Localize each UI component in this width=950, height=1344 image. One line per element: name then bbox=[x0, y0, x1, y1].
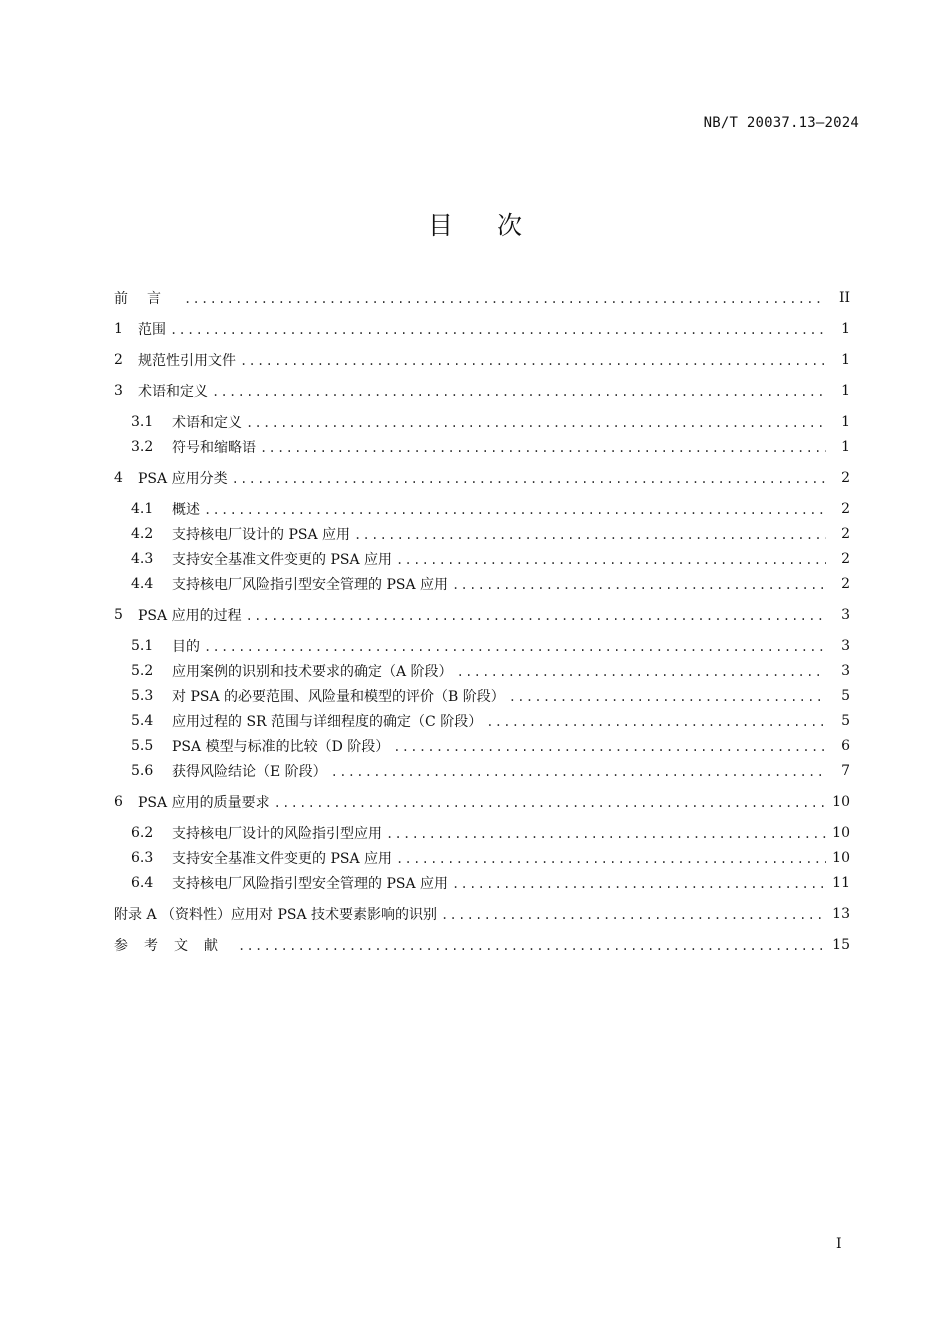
toc-dot-leader bbox=[246, 416, 826, 430]
toc-page-number: 1 bbox=[841, 383, 850, 399]
toc-number: 2 bbox=[114, 352, 123, 368]
toc-number: 4.4 bbox=[131, 576, 154, 592]
toc-dot-leader bbox=[486, 715, 826, 729]
toc-subsection-row[interactable] bbox=[131, 548, 850, 570]
toc-page-number: 3 bbox=[841, 638, 850, 654]
toc-page-number: II bbox=[838, 290, 850, 306]
toc-number: 5.2 bbox=[131, 663, 154, 679]
toc-subsection-row[interactable] bbox=[131, 760, 850, 782]
toc-subsection-row[interactable] bbox=[131, 847, 850, 869]
toc-dot-leader bbox=[331, 765, 826, 779]
toc-page-number: 2 bbox=[841, 526, 850, 542]
toc-label: 附录 A （资料性）应用对 PSA 技术要素影响的识别 bbox=[114, 907, 438, 923]
toc-dot-leader bbox=[274, 796, 826, 810]
toc-number: 1 bbox=[114, 321, 123, 337]
toc-label: 规范性引用文件 bbox=[138, 353, 236, 369]
toc-label: 支持核电厂设计的风险指引型应用 bbox=[172, 826, 382, 842]
toc-label: 支持核电厂风险指引型安全管理的 PSA 应用 bbox=[172, 577, 449, 593]
toc-page-number: 1 bbox=[841, 352, 850, 368]
toc-label: PSA 应用分类 bbox=[138, 471, 228, 487]
toc-dot-leader bbox=[396, 852, 826, 866]
toc-dot-leader bbox=[204, 503, 826, 517]
toc-dot-leader bbox=[212, 385, 826, 399]
toc-page-number: 10 bbox=[832, 825, 850, 841]
toc-page-number: 2 bbox=[841, 551, 850, 567]
toc-page-number: 7 bbox=[841, 763, 850, 779]
toc-label: 支持安全基准文件变更的 PSA 应用 bbox=[172, 552, 393, 568]
toc-label: 应用过程的 SR 范围与详细程度的确定（C 阶段） bbox=[172, 714, 483, 730]
toc-subsection-row[interactable] bbox=[131, 523, 850, 545]
toc-subsection-row[interactable] bbox=[131, 872, 850, 894]
toc-page-number: 11 bbox=[832, 875, 850, 891]
toc-page-number: 10 bbox=[832, 850, 850, 866]
toc-label: 获得风险结论（E 阶段） bbox=[172, 764, 327, 780]
toc-number: 6 bbox=[114, 794, 123, 810]
toc-subsection-row[interactable] bbox=[131, 685, 850, 707]
toc-label: 范围 bbox=[138, 322, 166, 338]
toc-number: 3.1 bbox=[131, 414, 154, 430]
toc-section-row[interactable] bbox=[114, 287, 850, 309]
toc-dot-leader bbox=[240, 354, 826, 368]
toc-dot-leader bbox=[457, 665, 826, 679]
page-title: 目次 bbox=[427, 211, 566, 240]
toc-section-row[interactable] bbox=[114, 380, 850, 402]
toc-label: 支持核电厂风险指引型安全管理的 PSA 应用 bbox=[172, 876, 449, 892]
toc-dot-leader bbox=[170, 323, 826, 337]
toc-label: 术语和定义 bbox=[138, 384, 208, 400]
toc-number: 3 bbox=[114, 383, 123, 399]
toc-label: PSA 应用的过程 bbox=[138, 608, 242, 624]
toc-page-number: 1 bbox=[841, 414, 850, 430]
toc-dot-leader bbox=[246, 609, 826, 623]
toc-section-row[interactable] bbox=[114, 467, 850, 489]
toc-subsection-row[interactable] bbox=[131, 498, 850, 520]
toc-subsection-row[interactable] bbox=[131, 573, 850, 595]
toc-page-number: 5 bbox=[841, 713, 850, 729]
toc-dot-leader bbox=[260, 441, 826, 455]
footer-page-number: I bbox=[836, 1236, 842, 1252]
toc-dot-leader bbox=[452, 578, 826, 592]
toc-dot-leader bbox=[386, 827, 826, 841]
toc-number: 5 bbox=[114, 607, 123, 623]
toc-number: 5.4 bbox=[131, 713, 154, 729]
toc-subsection-row[interactable] bbox=[131, 735, 850, 757]
toc-dot-leader bbox=[354, 528, 826, 542]
toc-label: PSA 模型与标准的比较（D 阶段） bbox=[172, 739, 390, 755]
toc-dot-leader bbox=[396, 553, 826, 567]
toc-dot-leader bbox=[441, 908, 826, 922]
toc-number: 5.5 bbox=[131, 738, 154, 754]
toc-number: 5.6 bbox=[131, 763, 154, 779]
toc-dot-leader bbox=[393, 740, 826, 754]
toc-section-row[interactable] bbox=[114, 604, 850, 626]
toc-number: 6.3 bbox=[131, 850, 154, 866]
toc-section-row[interactable] bbox=[114, 318, 850, 340]
toc-page-number: 6 bbox=[841, 738, 850, 754]
toc-label: 支持安全基准文件变更的 PSA 应用 bbox=[172, 851, 393, 867]
toc-dot-leader bbox=[238, 939, 826, 953]
toc-section-row[interactable] bbox=[114, 934, 850, 956]
toc-page-number: 2 bbox=[841, 501, 850, 517]
toc-label: PSA 应用的质量要求 bbox=[138, 795, 270, 811]
toc-label: 符号和缩略语 bbox=[172, 440, 256, 456]
toc-page-number: 2 bbox=[841, 576, 850, 592]
toc-number: 6.4 bbox=[131, 875, 154, 891]
toc-section-row[interactable] bbox=[114, 349, 850, 371]
toc-dot-leader bbox=[232, 472, 826, 486]
toc-number: 5.1 bbox=[131, 638, 154, 654]
toc-page-number: 3 bbox=[841, 607, 850, 623]
toc-number: 4.2 bbox=[131, 526, 154, 542]
toc-page-number: 3 bbox=[841, 663, 850, 679]
toc-subsection-row[interactable] bbox=[131, 436, 850, 458]
toc-label: 应用案例的识别和技术要求的确定（A 阶段） bbox=[172, 664, 453, 680]
toc-label: 前言 bbox=[114, 291, 180, 307]
toc-number: 3.2 bbox=[131, 439, 154, 455]
toc-subsection-row[interactable] bbox=[131, 660, 850, 682]
toc-subsection-row[interactable] bbox=[131, 635, 850, 657]
toc-label: 参考文献 bbox=[114, 938, 234, 954]
toc-dot-leader bbox=[204, 640, 826, 654]
standard-code: NB/T 20037.13—2024 bbox=[703, 115, 859, 131]
toc-page-number: 13 bbox=[832, 906, 850, 922]
toc-page-number: 5 bbox=[841, 688, 850, 704]
toc-page-number: 1 bbox=[841, 439, 850, 455]
toc-number: 4.1 bbox=[131, 501, 154, 517]
toc-page-number: 1 bbox=[841, 321, 850, 337]
toc-label: 对 PSA 的必要范围、风险量和模型的评价（B 阶段） bbox=[172, 689, 505, 705]
toc-label: 术语和定义 bbox=[172, 415, 242, 431]
toc-dot-leader bbox=[184, 292, 826, 306]
toc-dot-leader bbox=[509, 690, 826, 704]
toc-number: 5.3 bbox=[131, 688, 154, 704]
toc-page-number: 2 bbox=[841, 470, 850, 486]
toc-page-number: 10 bbox=[832, 794, 850, 810]
toc-section-row[interactable] bbox=[114, 903, 850, 925]
toc-label: 目的 bbox=[172, 639, 200, 655]
toc-subsection-row[interactable] bbox=[131, 411, 850, 433]
toc-page-number: 15 bbox=[832, 937, 850, 953]
toc-section-row[interactable] bbox=[114, 791, 850, 813]
toc-number: 4 bbox=[114, 470, 123, 486]
toc-label: 概述 bbox=[172, 502, 200, 518]
toc-subsection-row[interactable] bbox=[131, 710, 850, 732]
toc-dot-leader bbox=[452, 877, 826, 891]
toc-number: 6.2 bbox=[131, 825, 154, 841]
toc-subsection-row[interactable] bbox=[131, 822, 850, 844]
toc-label: 支持核电厂设计的 PSA 应用 bbox=[172, 527, 351, 543]
toc-number: 4.3 bbox=[131, 551, 154, 567]
